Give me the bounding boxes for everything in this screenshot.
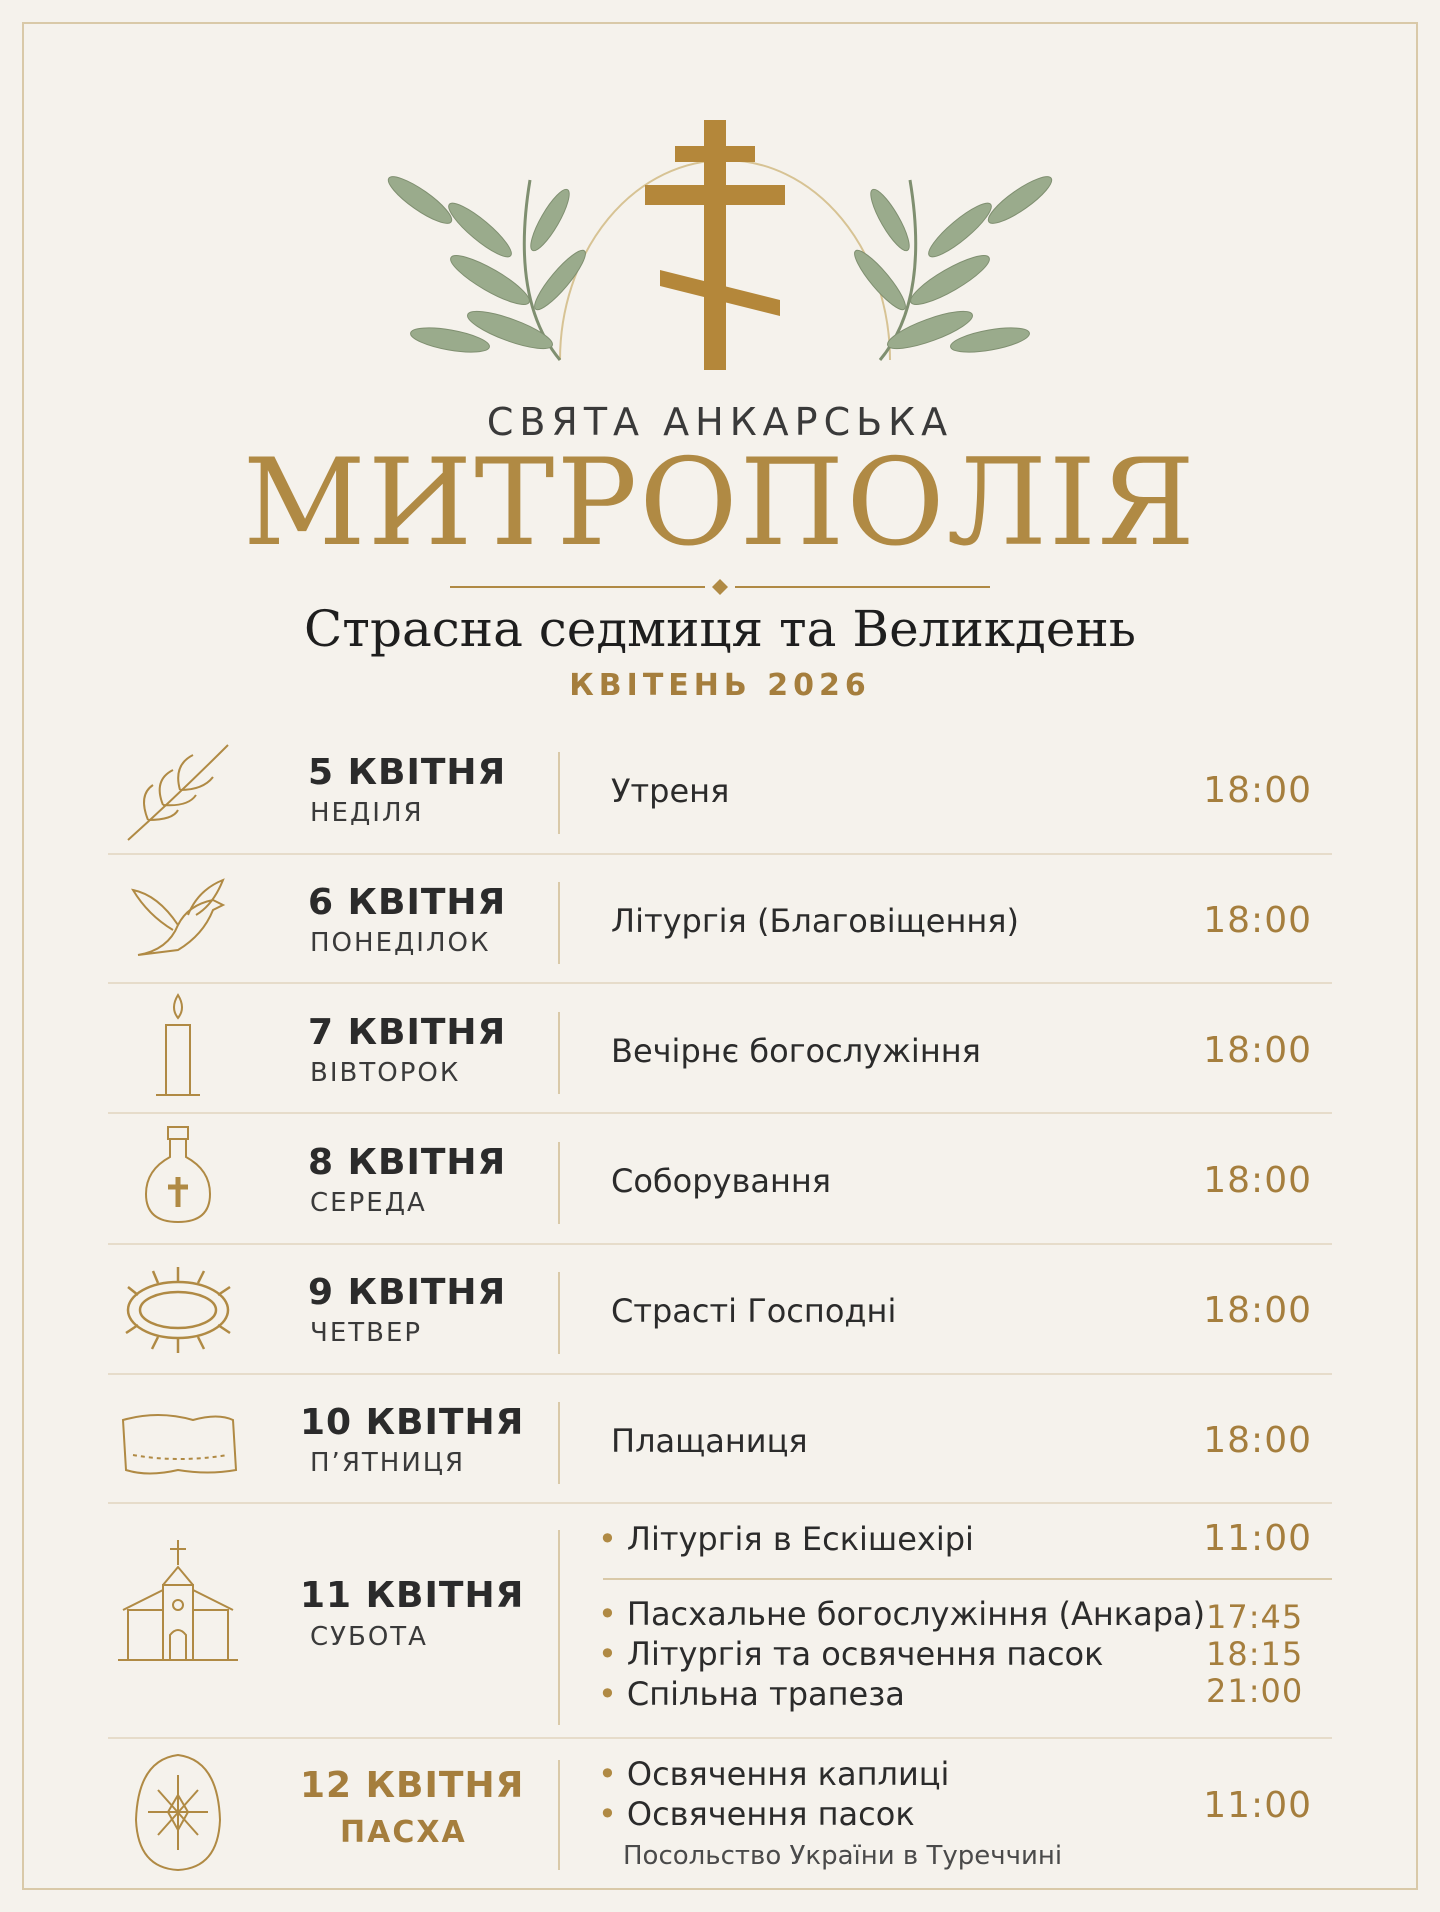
- date-label: 12 КВІТНЯ: [300, 1765, 525, 1806]
- column-divider: [558, 1760, 560, 1870]
- service-item: • Літургія та освячення пасок: [598, 1635, 1104, 1673]
- schedule-row-saturday: [108, 1510, 1332, 1735]
- schedule-row: [108, 1250, 1332, 1370]
- service-name: Утреня: [611, 772, 730, 810]
- service-time: 18:00: [1203, 1290, 1312, 1331]
- row-divider: [108, 853, 1332, 855]
- day-label: ЧЕТВЕР: [310, 1318, 423, 1348]
- location-note: Посольство України в Туреччині: [623, 1841, 1063, 1871]
- column-divider: [558, 1142, 560, 1224]
- column-divider: [558, 1530, 560, 1725]
- schedule-row: [108, 990, 1332, 1110]
- service-time: 11:00: [1203, 1518, 1312, 1559]
- service-item: • Літургія в Ескішехірі: [598, 1520, 974, 1558]
- column-divider: [558, 1402, 560, 1484]
- crown-of-thorns-icon: [118, 1255, 238, 1365]
- day-label: СЕРЕДА: [310, 1188, 427, 1218]
- service-time: 18:00: [1203, 1420, 1312, 1461]
- column-divider: [558, 1012, 560, 1094]
- ornament-divider: [450, 575, 990, 599]
- column-divider: [558, 882, 560, 964]
- date-label: 7 КВІТНЯ: [308, 1012, 507, 1053]
- schedule-row: [108, 730, 1332, 850]
- schedule-row: [108, 860, 1332, 980]
- service-item: • Спільна трапеза: [598, 1675, 905, 1713]
- service-time: 18:00: [1203, 1030, 1312, 1071]
- row-divider: [108, 1112, 1332, 1114]
- day-label: СУБОТА: [310, 1622, 428, 1652]
- page-title: МИТРОПОЛІЯ: [242, 434, 1198, 573]
- row-divider: [108, 1737, 1332, 1739]
- inner-divider: [603, 1578, 1332, 1580]
- church-icon: [118, 1535, 238, 1665]
- day-label: ПОНЕДІЛОК: [310, 928, 491, 958]
- day-label: НЕДІЛЯ: [310, 798, 424, 828]
- oil-vessel-icon: [118, 1122, 238, 1232]
- service-time: 11:00: [1203, 1785, 1312, 1826]
- service-item: • Освячення каплиці: [598, 1755, 950, 1793]
- day-label: ПАСХА: [340, 1815, 467, 1850]
- day-label: ВІВТОРОК: [310, 1058, 461, 1088]
- service-item: • Пасхальне богослужіння (Анкара): [598, 1595, 1206, 1633]
- date-label: 6 КВІТНЯ: [308, 882, 507, 923]
- date-label: 10 КВІТНЯ: [300, 1402, 525, 1443]
- easter-egg-icon: [118, 1750, 238, 1875]
- date-label: 5 КВІТНЯ: [308, 752, 507, 793]
- service-name: Соборування: [611, 1162, 832, 1200]
- service-time: 18:00: [1203, 900, 1312, 941]
- row-divider: [108, 982, 1332, 984]
- service-item: • Освячення пасок: [598, 1795, 915, 1833]
- service-name: Страсті Господні: [611, 1292, 897, 1330]
- column-divider: [558, 1272, 560, 1354]
- row-divider: [108, 1243, 1332, 1245]
- column-divider: [558, 752, 560, 834]
- date-label: 9 КВІТНЯ: [308, 1272, 507, 1313]
- header: [0, 0, 1440, 720]
- event-title: Страсна седмиця та Великдень: [304, 600, 1136, 658]
- row-divider: [108, 1502, 1332, 1504]
- event-month: КВІТЕНЬ 2026: [569, 668, 871, 703]
- service-name: Літургія (Благовіщення): [611, 902, 1020, 940]
- service-time: 17:45: [1206, 1598, 1304, 1636]
- date-label: 8 КВІТНЯ: [308, 1142, 507, 1183]
- service-time: 18:15: [1206, 1635, 1304, 1673]
- shroud-icon: [118, 1385, 238, 1495]
- palm-branch-icon: [118, 735, 238, 845]
- row-divider: [108, 1373, 1332, 1375]
- service-time: 21:00: [1206, 1672, 1304, 1710]
- dove-icon: [118, 865, 238, 975]
- schedule-row: [108, 1120, 1332, 1240]
- service-name: Плащаниця: [611, 1422, 808, 1460]
- cross-emblem-icon: [360, 80, 1080, 380]
- service-name: Вечірнє богослужіння: [611, 1032, 981, 1070]
- schedule-row-easter: [108, 1745, 1332, 1885]
- header-subtitle: СВЯТА АНКАРСЬКА: [486, 400, 954, 444]
- service-time: 18:00: [1203, 1160, 1312, 1201]
- schedule-row: [108, 1380, 1332, 1500]
- date-label: 11 КВІТНЯ: [300, 1575, 525, 1616]
- day-label: П’ЯТНИЦЯ: [310, 1448, 466, 1478]
- candle-icon: [118, 990, 238, 1100]
- service-time: 18:00: [1203, 770, 1312, 811]
